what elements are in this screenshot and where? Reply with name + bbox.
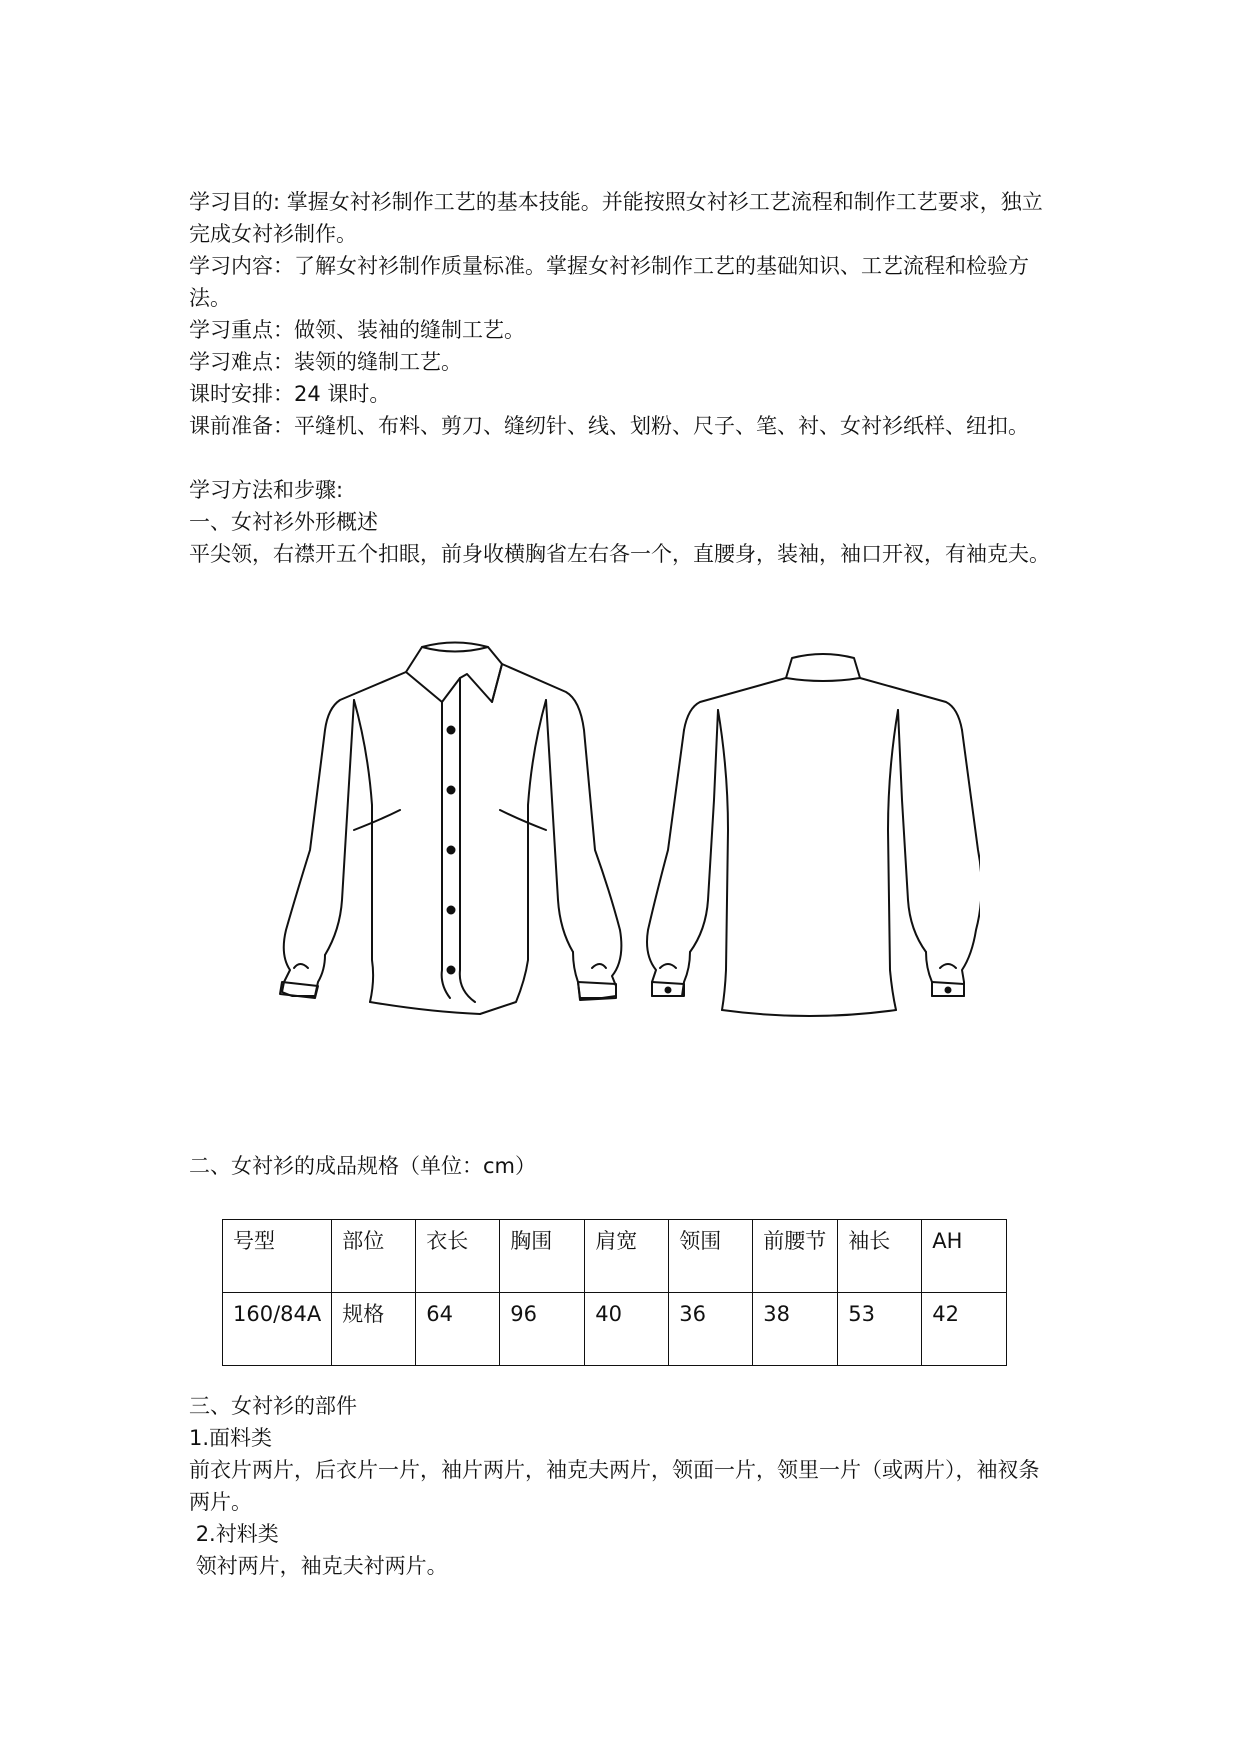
difficulty-paragraph: 学习难点：装领的缝制工艺。 bbox=[189, 350, 462, 374]
sub2-text: 领衬两片，袖克夫衬两片。 bbox=[189, 1554, 448, 1578]
table-header-cell: 肩宽 bbox=[585, 1220, 669, 1293]
sub1-text: 前衣片两片，后衣片一片，袖片两片，袖克夫两片，领面一片，领里一片（或两片），袖衩条两片。 bbox=[189, 1458, 1040, 1514]
table-cell: 40 bbox=[585, 1293, 669, 1366]
blouse-front-drawing bbox=[280, 643, 621, 1015]
section1-text: 平尖领，右襟开五个扣眼，前身收横胸省左右各一个，直腰身，装袖，袖口开衩，有袖克夫。 bbox=[189, 542, 1050, 566]
table-header-row bbox=[223, 1220, 1007, 1293]
table-cell: 42 bbox=[922, 1293, 1007, 1366]
objective-paragraph: 学习目的: 掌握女衬衫制作工艺的基本技能。并能按照女衬衫工艺流程和制作工艺要求，独立完成女衬衫制作。 bbox=[189, 190, 1043, 246]
table-header-cell: 袖长 bbox=[838, 1220, 922, 1293]
table-header-cell: 胸围 bbox=[500, 1220, 585, 1293]
blouse-illustration bbox=[270, 630, 980, 1030]
table-cell: 96 bbox=[500, 1293, 585, 1366]
table-header-cell: 领围 bbox=[669, 1220, 753, 1293]
table-header-cell: 号型 bbox=[223, 1220, 332, 1293]
section3-title: 三、女衬衫的部件 bbox=[189, 1394, 357, 1418]
table-cell: 160/84A bbox=[223, 1293, 332, 1366]
sub2-title: 2.衬料类 bbox=[189, 1522, 279, 1546]
table-row bbox=[223, 1293, 1007, 1366]
table-header-cell: 衣长 bbox=[416, 1220, 500, 1293]
hours-paragraph: 课时安排：24 课时。 bbox=[189, 382, 391, 406]
table-cell: 36 bbox=[669, 1293, 753, 1366]
table-header-cell: AH bbox=[922, 1220, 1007, 1293]
table-cell: 53 bbox=[838, 1293, 922, 1366]
table-cell: 38 bbox=[753, 1293, 838, 1366]
content-paragraph: 学习内容：了解女衬衫制作质量标准。掌握女衬衫制作工艺的基础知识、工艺流程和检验方法。 bbox=[189, 254, 1029, 310]
sub1-title: 1.面料类 bbox=[189, 1426, 273, 1450]
method-heading: 学习方法和步骤: bbox=[189, 478, 344, 502]
table-header-cell: 前腰节 bbox=[753, 1220, 838, 1293]
blouse-back-drawing bbox=[647, 654, 980, 1016]
section2-title: 二、女衬衫的成品规格（单位：cm） bbox=[189, 1154, 537, 1178]
spec-table bbox=[222, 1219, 1007, 1366]
table-header-cell: 部位 bbox=[332, 1220, 416, 1293]
key-point-paragraph: 学习重点：做领、装袖的缝制工艺。 bbox=[189, 318, 525, 342]
table-cell: 规格 bbox=[332, 1293, 416, 1366]
table-cell: 64 bbox=[416, 1293, 500, 1366]
preparation-paragraph: 课前准备：平缝机、布料、剪刀、缝纫针、线、划粉、尺子、笔、衬、女衬衫纸样、纽扣。 bbox=[189, 414, 1029, 438]
section1-title: 一、女衬衫外形概述 bbox=[189, 510, 378, 534]
